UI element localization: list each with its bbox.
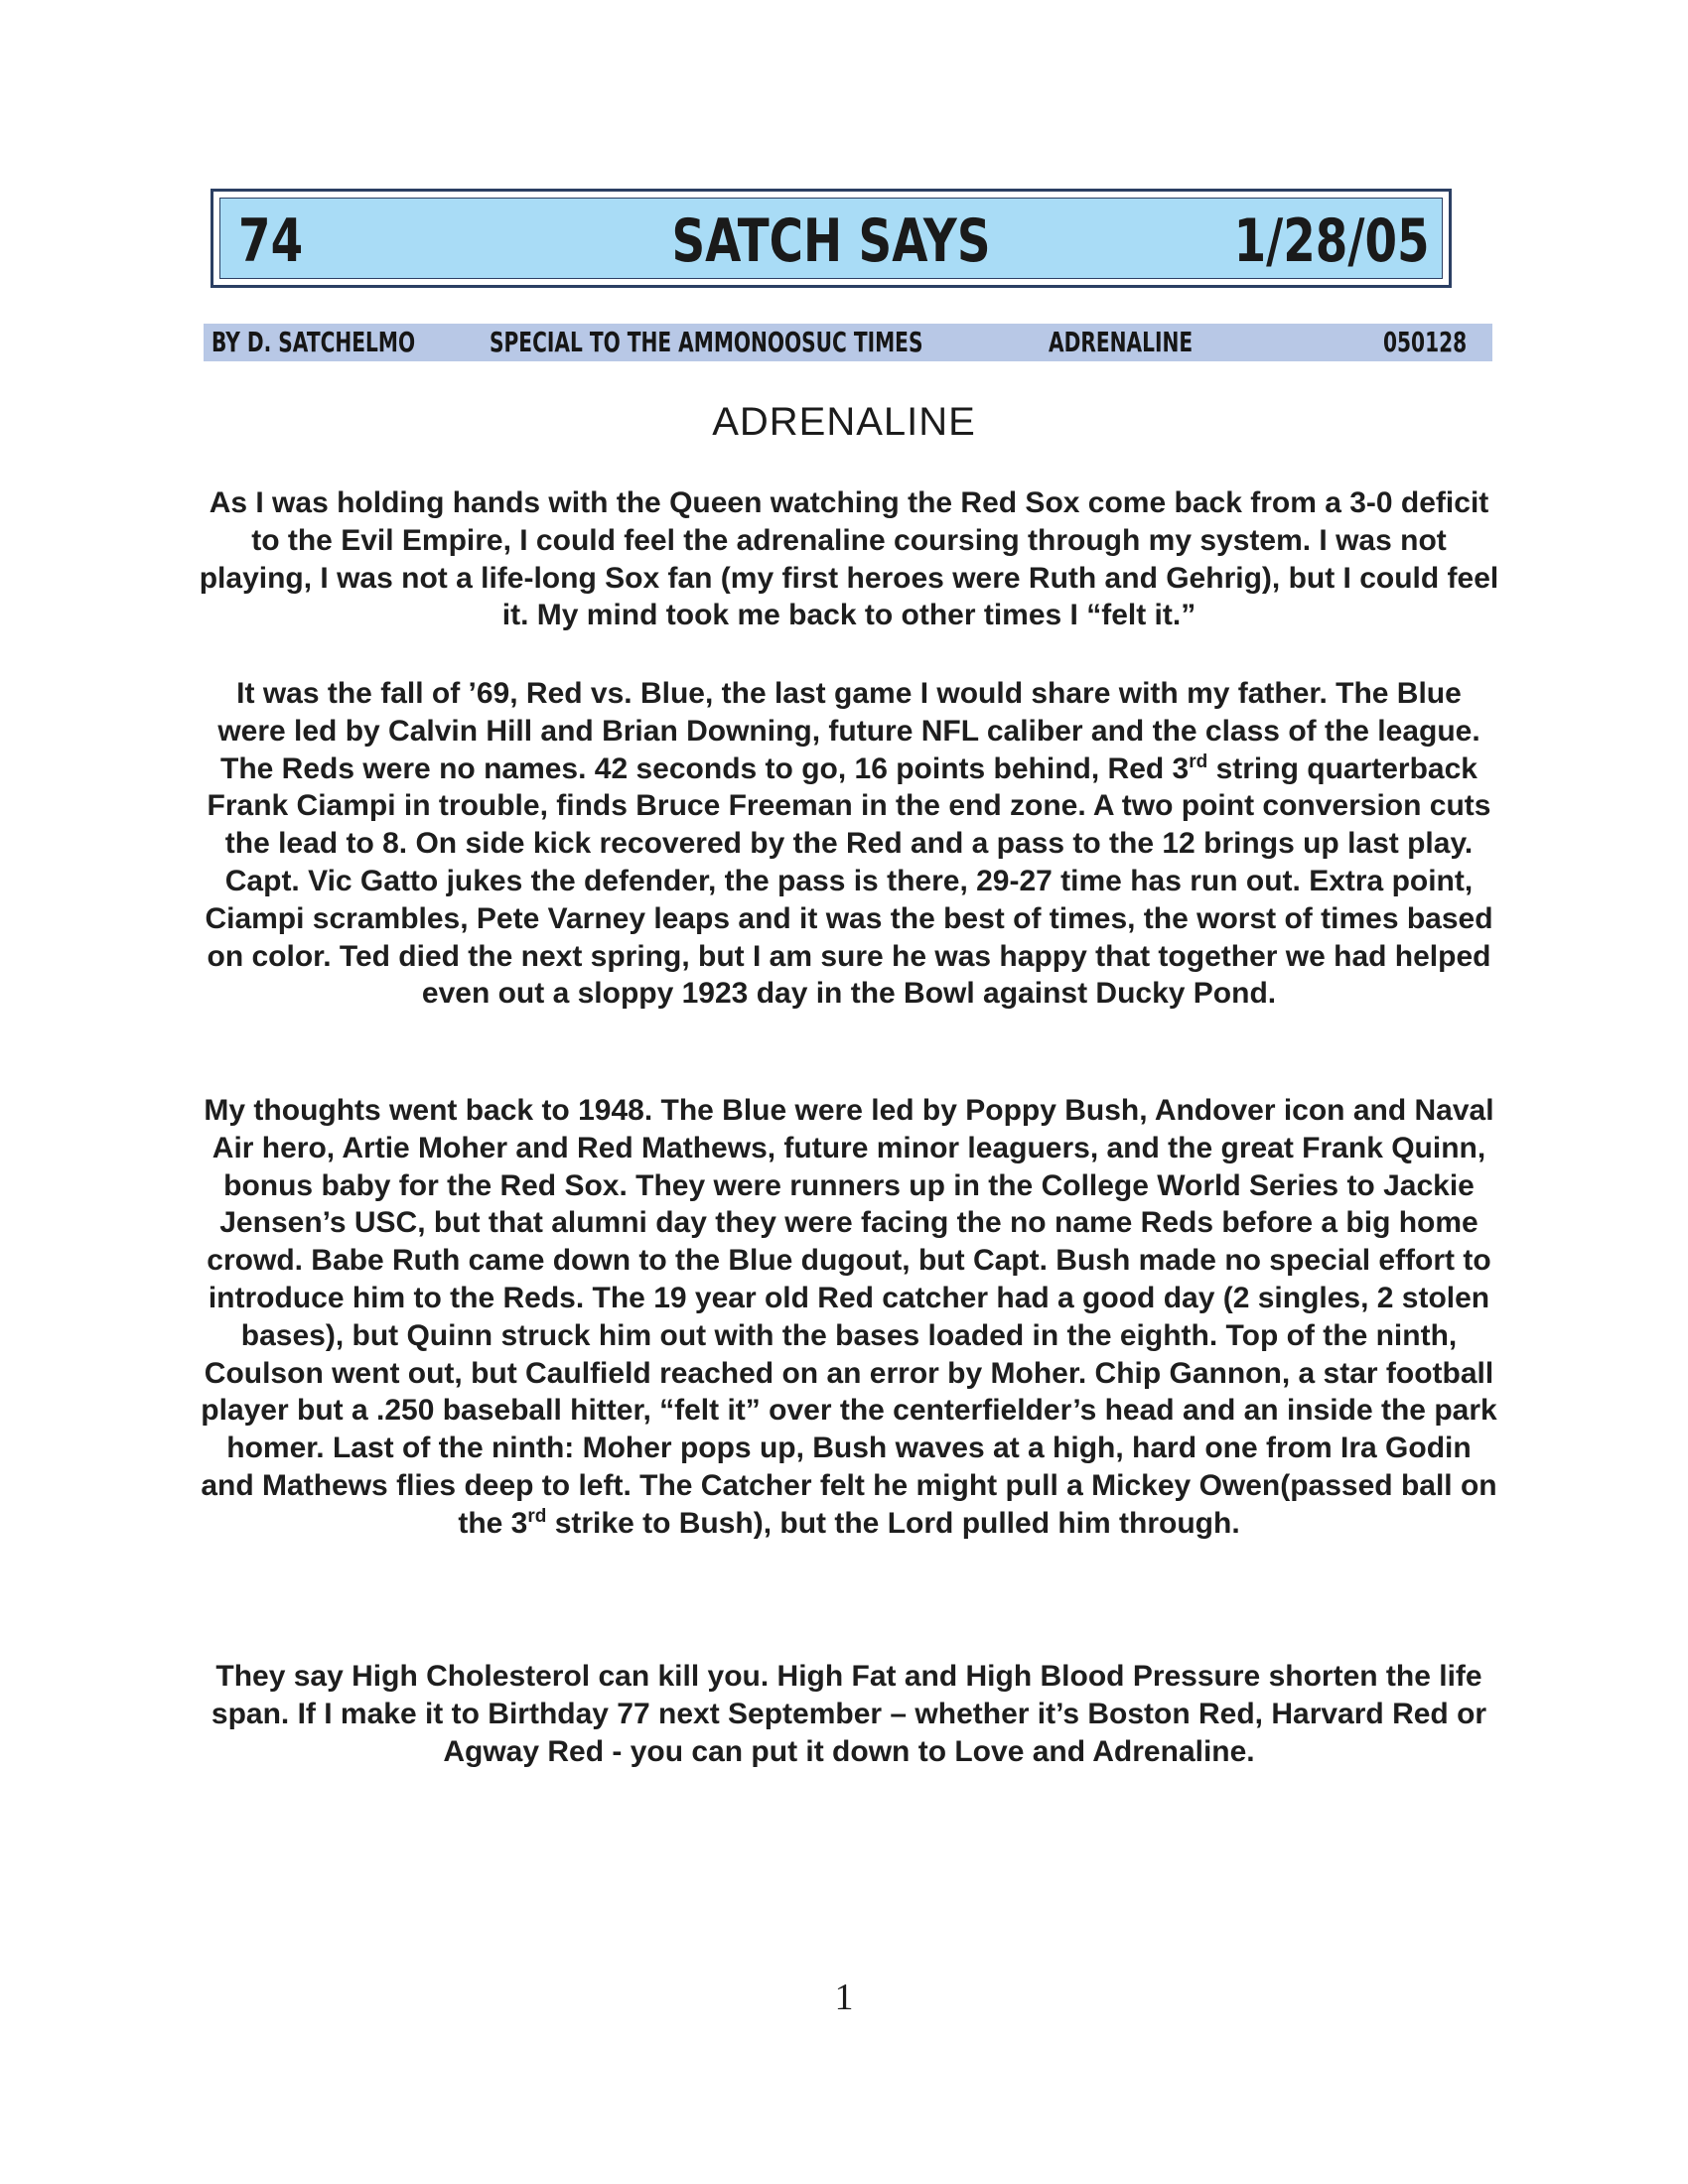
paragraph-2 <box>199 675 1499 1013</box>
issue-date: 1/28/05 <box>1233 206 1430 276</box>
paragraph-2-text-b: string quarterback Frank Ciampi in trouble, finds Bruce Freeman in the end zone. A two point conversion cuts the lead to 8. On side kick recovered by the Red and a pass to the 12 brings up last play. Capt. Vic Gatto jukes the defender, the pass is there, 29-27 time has run out. Extra point, Ciampi scrambles, Pete Varney leaps and it was the best of times, the worst of times based on color. Ted died the next spring, but I am sure he was happy that together we had helped even out a sloppy 1923 day in the Bowl against Ducky Pond. <box>205 751 1493 1011</box>
byline-bar <box>204 324 1492 361</box>
page-number: 1 <box>834 1977 854 2018</box>
issue-number: 74 <box>238 206 304 276</box>
byline-author: BY D. SATCHELMO <box>211 326 416 358</box>
byline-publication: SPECIAL TO THE AMMONOOSUC TIMES <box>490 326 923 358</box>
paragraph-2-superscript: rd <box>1189 751 1208 772</box>
paragraph-4: They say High Cholesterol can kill you. High Fat and High Blood Pressure shorten the life span. If I make it to Birthday 77 next September – whether it’s Boston Red, Harvard Red or Agway Red - you can put it down to Love and Adrenaline. <box>211 1660 1487 1768</box>
byline-topic: ADRENALINE <box>1049 326 1194 358</box>
article-title: ADRENALINE <box>712 400 976 444</box>
paragraph-3 <box>199 1092 1499 1543</box>
paragraph-2-text-a: It was the fall of ’69, Red vs. Blue, the last game I would share with my father. The Blue were led by Calvin Hill and Brian Downing, future NFL caliber and the class of the league. The Reds were no names. 42 seconds to go, 16 points behind, Red 3 <box>217 677 1480 785</box>
paragraph-3-text-a: My thoughts went back to 1948. The Blue were led by Poppy Bush, Andover icon and Naval Air hero, Artie Moher and Red Mathews, future minor leaguers, and the great Frank Quinn, bonus baby for the Red Sox. They were runners up in the College World Series to Jackie Jensen’s USC, but that alumni day they were facing the no name Reds before a big home crowd. Babe Ruth came down to the Blue dugout, but Capt. Bush made no special effort to introduce him to the Reds. The 19 year old Red catcher had a good day (2 singles, 2 stolen bases), but Quinn struck him out with the bases loaded in the eighth. Top of the ninth, Coulson went out, but Caulfield reached on an error by Moher. Chip Gannon, a star football player but a .250 baseball hitter, “felt it” over the centerfielder’s head and an inside the park homer. Last of the ninth: Moher pops up, Bush waves at a high, hard one from Ira Godin and Mathews flies deep to left. The Catcher felt he might pull a Mickey Owen(passed ball on the 3 <box>201 1094 1497 1540</box>
column-title: SATCH SAYS <box>671 206 991 276</box>
masthead-inner <box>219 198 1443 279</box>
masthead-banner <box>211 189 1452 288</box>
paragraph-3-text-b: strike to Bush), but the Lord pulled him through. <box>546 1506 1240 1540</box>
byline-code: 050128 <box>1383 326 1468 358</box>
paragraph-1: As I was holding hands with the Queen watching the Red Sox come back from a 3-0 deficit to the Evil Empire, I could feel the adrenaline coursing through my system. I was not playing, I was not a life-long Sox fan (my first heroes were Ruth and Gehrig), but I could feel it. My mind took me back to other times I “felt it.” <box>199 486 1499 632</box>
paragraph-3-superscript: rd <box>527 1505 547 1527</box>
